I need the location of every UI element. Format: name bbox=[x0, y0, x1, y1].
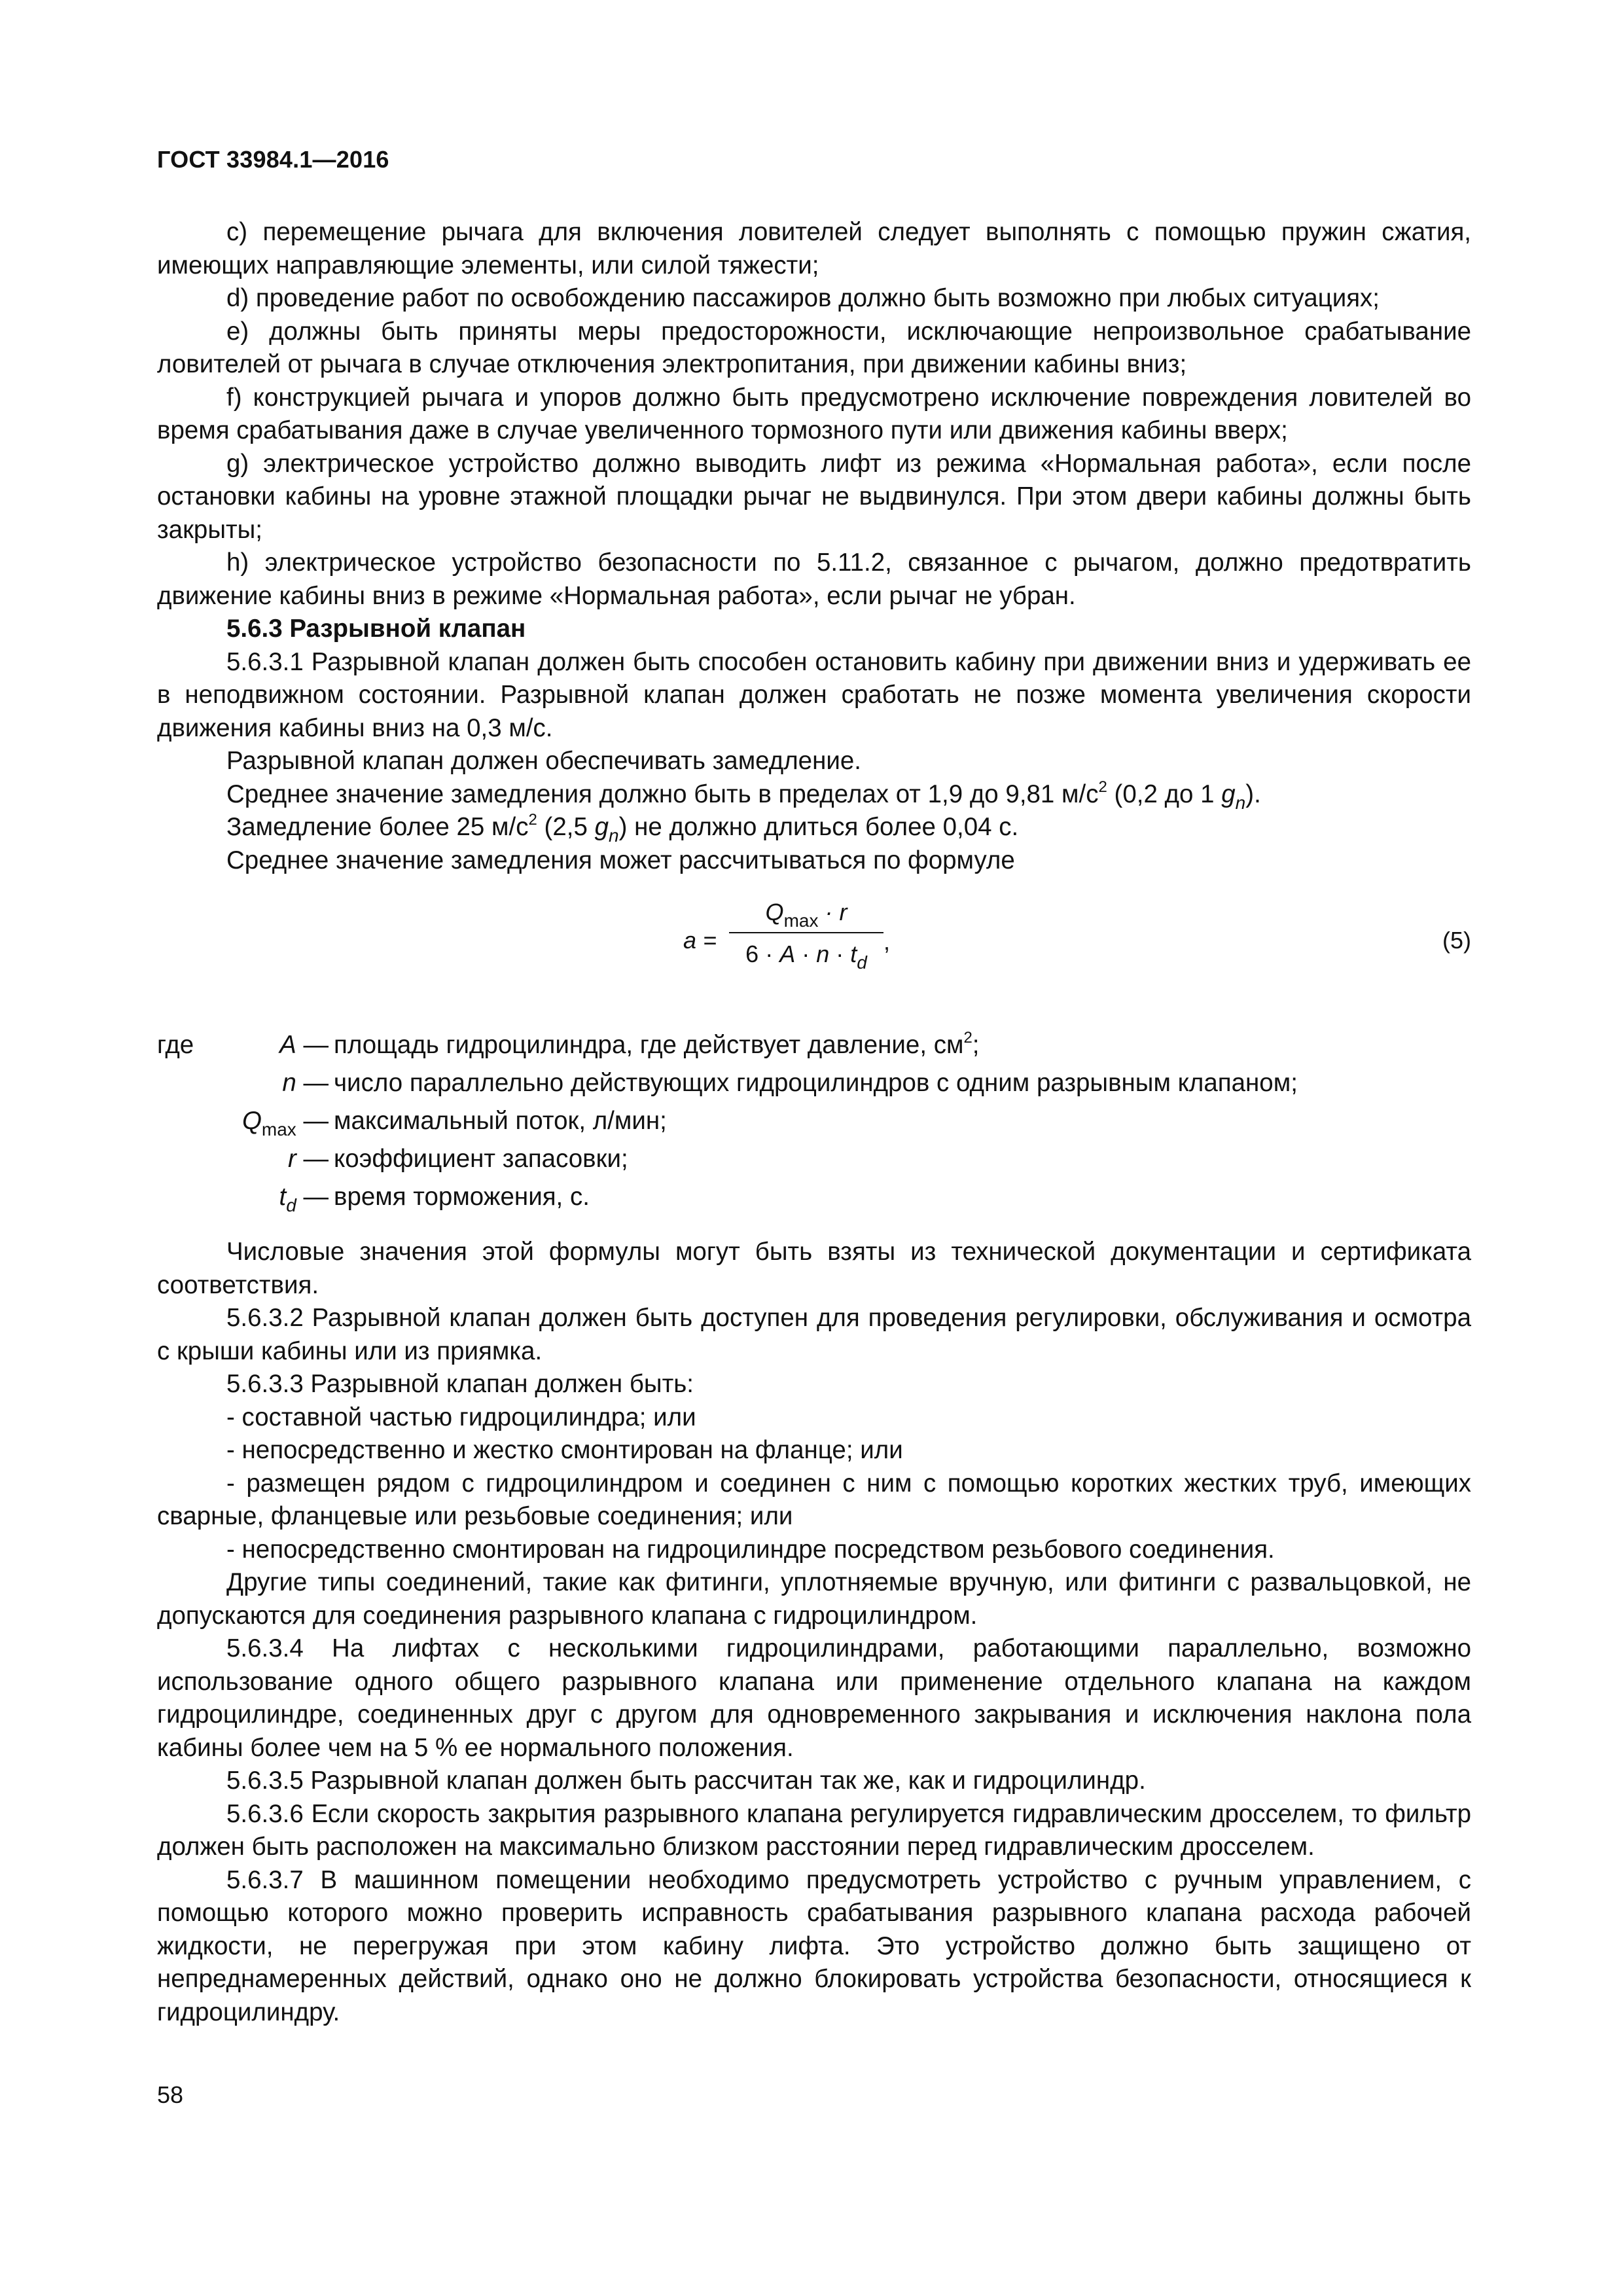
document-header: ГОСТ 33984.1—2016 bbox=[157, 146, 389, 173]
paragraph-deceleration-limit: Замедление более 25 $м/с^2$ (2,5 $g_n$) не должно длиться более 0,04 с. bbox=[226, 811, 1019, 846]
paragraph-other-connections: Другие типы соединений, такие как фитинги, уплотняемые вручную, или фитинги с развальцовкой, не допускаются для соединения разрывного клапана с гидроцилиндром. bbox=[157, 1568, 1471, 1630]
formula-5 bbox=[157, 895, 1471, 994]
paragraph-5631: 5.6.3.1 Разрывной клапан должен быть способен остановить кабину при движении вниз и удерживать ее в неподвижном состоянии. Разрывной клапан должен сработать не позже момента увеличения скорости движения кабины вниз на 0,3 м/с. bbox=[157, 647, 1471, 742]
equation-number: (5) bbox=[1442, 927, 1471, 954]
paragraph-formula-intro: Среднее значение замедления может рассчитываться по формуле bbox=[226, 846, 1015, 874]
list-item-g: g) электрическое устройство должно выводить лифт из режима «Нормальная работа», если после остановки кабины на уровне этажной площадки рычаг не выдвинулся. При этом двери кабины должны быть закрыты; bbox=[157, 449, 1471, 544]
list-item-c: c) перемещение рычага для включения ловителей следует выполнять с помощью пружин сжатия, имеющих направляющие элементы, или силой тяжести; bbox=[157, 218, 1471, 279]
formula-fraction bbox=[729, 895, 883, 971]
document-page bbox=[157, 145, 1471, 2029]
definition-row: где A — площадь гидроцилиндра, где действует давление, $см^2$; bbox=[157, 1029, 980, 1059]
list-item-dash: - составной частью гидроцилиндра; или bbox=[226, 1403, 696, 1431]
paragraph-5634: 5.6.3.4 На лифтах с несколькими гидроцилиндрами, работающими параллельно, возможно использование одного общего разрывного клапана или применение отдельного клапана на каждом гидроцилиндре, соединенных друг с другом для одновременного закрывания и исключения наклона пола кабины более чем на 5 % ее нормального положения. bbox=[157, 1634, 1471, 1762]
paragraph-5633: 5.6.3.3 Разрывной клапан должен быть: bbox=[226, 1370, 694, 1398]
paragraph-5635: 5.6.3.5 Разрывной клапан должен быть рассчитан так же, как и гидроцилиндр. bbox=[226, 1767, 1146, 1795]
definition-row: $t_d$ — время торможения, с. bbox=[279, 1183, 590, 1215]
definition-row: $Q_{max}$ — максимальный поток, л/мин; bbox=[241, 1107, 667, 1139]
paragraph-deceleration: Разрывной клапан должен обеспечивать замедление. bbox=[226, 747, 861, 775]
list-item-d: d) проведение работ по освобождению пассажиров должно быть возможно при любых ситуациях; bbox=[226, 284, 1380, 312]
list-item-dash: - непосредственно смонтирован на гидроцилиндре посредством резьбового соединения. bbox=[226, 1535, 1275, 1564]
paragraph-5636: 5.6.3.6 Если скорость закрытия разрывного клапана регулируется гидравлическим дросселем, то фильтр должен быть расположен на максимально близком расстоянии перед гидравлическим дросселем. bbox=[157, 1799, 1471, 1861]
paragraph-mean-deceleration: Среднее значение замедления должно быть в пределах от 1,9 до 9,81 $м/с^2$ (0,2 до 1 $g_n$). bbox=[226, 778, 1261, 813]
section-heading: 5.6.3 Разрывной клапан bbox=[226, 615, 526, 643]
formula-numerator: $Q_{max} \cdot r$ bbox=[765, 899, 847, 931]
formula-lhs: a = bbox=[683, 927, 717, 954]
symbol-definitions bbox=[157, 1026, 1471, 1216]
list-item-dash: - непосредственно и жестко смонтирован на фланце; или bbox=[226, 1436, 903, 1464]
list-item-dash: - размещен рядом с гидроцилиндром и соединен с ним с помощью коротких жестких труб, имеющих сварные, фланцевые или резьбовые соединения; или bbox=[157, 1469, 1471, 1530]
formula-denominator: $6 \cdot A \cdot n \cdot t_d$ bbox=[745, 941, 867, 973]
list-item-e: e) должны быть приняты меры предосторожности, исключающие непроизвольное срабатывание ловителей от рычага в случае отключения электропитания, при движении кабины вниз; bbox=[157, 317, 1471, 378]
definition-row: r — коэффициент запасовки; bbox=[287, 1145, 628, 1173]
list-item-f: f) конструкцией рычага и упоров должно быть предусмотрено исключение повреждения ловителей во время срабатывания даже в случае увеличенного тормозного пути или движения кабины вверх; bbox=[157, 383, 1471, 444]
paragraph-numeric-values: Числовые значения этой формулы могут быть взяты из технической документации и сертификата соответствия. bbox=[157, 1238, 1471, 1299]
page-number: 58 bbox=[157, 2081, 184, 2108]
paragraph-5632: 5.6.3.2 Разрывной клапан должен быть доступен для проведения регулировки, обслуживания и осмотра с крыши кабины или из приямка. bbox=[157, 1304, 1471, 1365]
list-item-h: h) электрическое устройство безопасности по 5.11.2, связанное с рычагом, должно предотвратить движение кабины вниз в режиме «Нормальная работа», если рычаг не убран. bbox=[157, 548, 1471, 610]
formula-comma: , bbox=[883, 928, 891, 955]
fraction-bar bbox=[729, 932, 883, 933]
paragraph-5637: 5.6.3.7 В машинном помещении необходимо предусмотреть устройство с ручным управлением, с помощью которого можно проверить исправность срабатывания разрывного клапана расхода рабочей жидкости, не перегружая при этом кабину лифта. Это устройство должно быть защищено от непреднамеренных действий, однако оно не должно блокировать устройства безопасности, относящиеся к гидроцилиндру. bbox=[157, 1865, 1471, 2026]
definition-row: n — число параллельно действующих гидроцилиндров с одним разрывным клапаном; bbox=[282, 1069, 1298, 1097]
